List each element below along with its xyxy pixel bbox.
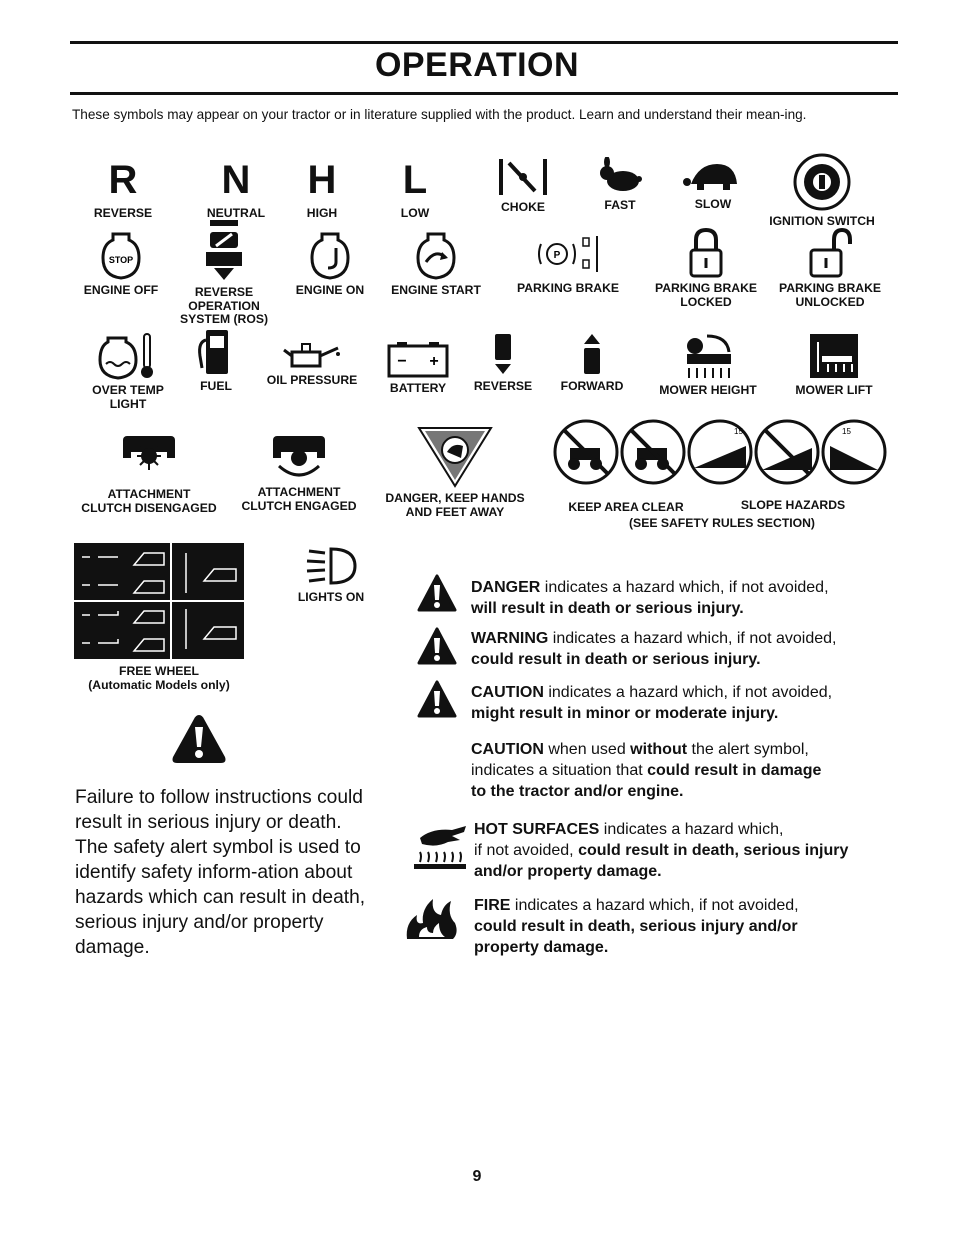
- clutch-engaged-icon: [271, 434, 327, 482]
- danger-definition: DANGER indicates a hazard which, if not avoided, will result in death or serious injury.: [471, 579, 829, 617]
- free-wheel-icon: [74, 543, 244, 659]
- reverse-glyph: R: [108, 158, 138, 202]
- symbol-mower-lift: MOWER LIFT: [786, 332, 882, 398]
- choke-icon: [495, 157, 551, 197]
- symbol-slow: SLOW: [676, 160, 750, 212]
- symbol-danger-hands: DANGER, KEEP HANDS AND FEET AWAY: [376, 426, 534, 519]
- slope-hazards-label: SLOPE HAZARDS: [740, 498, 846, 512]
- free-wheel-label: FREE WHEEL (Automatic Models only): [88, 664, 230, 692]
- symbol-ros: REVERSE OPERATION SYSTEM (ROS): [172, 218, 276, 327]
- neutral-glyph: N: [221, 158, 251, 202]
- symbol-reverse-direction: REVERSE: [466, 332, 540, 394]
- symbol-mower-height: MOWER HEIGHT: [652, 332, 764, 398]
- fire-icon: [403, 893, 459, 941]
- engine-off-icon: [101, 232, 141, 280]
- symbol-choke: CHOKE: [488, 157, 558, 215]
- high-glyph: H: [307, 158, 337, 202]
- top-rule: [70, 41, 898, 44]
- symbol-clutch-engaged: ATTACHMENT CLUTCH ENGAGED: [232, 434, 366, 513]
- safety-alert-icon: [171, 713, 227, 765]
- caution-definition: CAUTION indicates a hazard which, if not avoided, might result in minor or moderate injury.: [471, 684, 833, 722]
- oil-can-icon: [282, 338, 342, 370]
- hot-surfaces-definition: HOT SURFACES indicates a hazard which, if not avoided, could result in death, serious injury and/or property damage.: [474, 821, 849, 880]
- slope-hazard-icon-3: [823, 421, 885, 483]
- unlock-icon: [808, 228, 852, 278]
- svg-text:P: P: [553, 250, 561, 261]
- symbol-parking-brake: P PARKING BRAKE: [506, 232, 630, 296]
- warning-definition: WARNING indicates a hazard which, if not avoided, could result in death or serious injury.: [471, 630, 837, 668]
- ros-tractor-icon: [204, 218, 244, 282]
- safety-statement: Failure to follow instructions could result in serious injury or death. The safety alert symbol is used to identify safety inform-ation about hazards which can result in death, serious injury and/or property damage.: [75, 787, 366, 958]
- see-safety-rules-label: (SEE SAFETY RULES SECTION): [629, 516, 815, 530]
- low-glyph: L: [402, 158, 428, 202]
- intro-text: These symbols may appear on your tractor or in literature supplied with the product. Learn and understand their mean-ing.: [72, 107, 807, 122]
- svg-text:−: −: [397, 353, 407, 370]
- svg-text:+: +: [429, 353, 439, 370]
- keep-clear-icon-1: [555, 421, 617, 483]
- engine-on-icon: [310, 232, 350, 280]
- symbol-forward: FORWARD: [552, 332, 632, 394]
- symbol-lights-on: LIGHTS ON: [288, 545, 374, 605]
- symbol-battery: − + BATTERY: [380, 340, 456, 396]
- ignition-switch-icon: [793, 153, 851, 211]
- symbol-parking-brake-locked: PARKING BRAKE LOCKED: [646, 228, 766, 309]
- svg-text:15: 15: [734, 427, 743, 436]
- keep-area-clear-label: KEEP AREA CLEAR: [568, 500, 684, 514]
- engine-start-icon: [416, 232, 456, 280]
- turtle-icon: [683, 160, 743, 194]
- symbol-fast: FAST: [588, 157, 652, 213]
- thermometer-icon: [98, 332, 158, 380]
- reverse-arrow-icon: [491, 332, 515, 376]
- title-underline: [70, 92, 898, 95]
- clutch-disengaged-icon: [121, 434, 177, 484]
- page-title: OPERATION: [374, 46, 580, 84]
- slope-hazard-icon-2: [756, 421, 818, 483]
- page-number: 9: [472, 1168, 482, 1185]
- svg-text:STOP: STOP: [108, 255, 134, 265]
- headlight-icon: [305, 545, 357, 587]
- keep-clear-icon-2: [622, 421, 684, 483]
- symbol-engine-on: ENGINE ON: [288, 232, 372, 298]
- symbol-oil-pressure: OIL PRESSURE: [258, 338, 366, 388]
- symbol-clutch-disengaged: ATTACHMENT CLUTCH DISENGAGED: [72, 434, 226, 515]
- symbol-ignition-switch: IGNITION SWITCH: [762, 153, 882, 229]
- symbol-engine-off: STOP ENGINE OFF: [76, 232, 166, 298]
- symbol-neutral: N NEUTRAL: [196, 160, 276, 221]
- fire-definition: FIRE indicates a hazard which, if not avoided, could result in death, serious injury and/or property damage.: [474, 897, 799, 956]
- warning-alert-icon: [417, 627, 457, 667]
- symbol-engine-start: ENGINE START: [382, 232, 490, 298]
- slope-hazard-icon-1: [689, 421, 751, 483]
- parking-brake-icon: [533, 232, 603, 278]
- hand-blade-hazard-icon: [417, 426, 493, 488]
- forward-arrow-icon: [580, 332, 604, 376]
- rabbit-icon: [595, 157, 645, 195]
- lock-icon: [688, 228, 724, 278]
- battery-icon: [387, 340, 449, 378]
- keep-area-clear-icons: [552, 418, 892, 488]
- svg-text:15: 15: [842, 427, 851, 436]
- symbol-low: L LOW: [385, 160, 445, 221]
- symbol-over-temp: OVER TEMP LIGHT: [84, 332, 172, 411]
- mower-height-icon: [681, 332, 735, 380]
- hot-surface-icon: [412, 822, 468, 872]
- fuel-pump-icon: [196, 328, 236, 376]
- symbol-parking-brake-unlocked: PARKING BRAKE UNLOCKED: [770, 228, 890, 309]
- danger-alert-icon: [417, 574, 457, 614]
- mower-lift-icon: [808, 332, 860, 380]
- symbol-fuel: FUEL: [192, 328, 240, 394]
- caution-no-symbol-definition: CAUTION when used without the alert symbol, indicates a situation that could result in damage to the tractor and/or engine.: [471, 741, 822, 800]
- caution-alert-icon: [417, 680, 457, 720]
- symbol-high: H HIGH: [292, 160, 352, 221]
- symbol-reverse: R REVERSE: [82, 160, 164, 221]
